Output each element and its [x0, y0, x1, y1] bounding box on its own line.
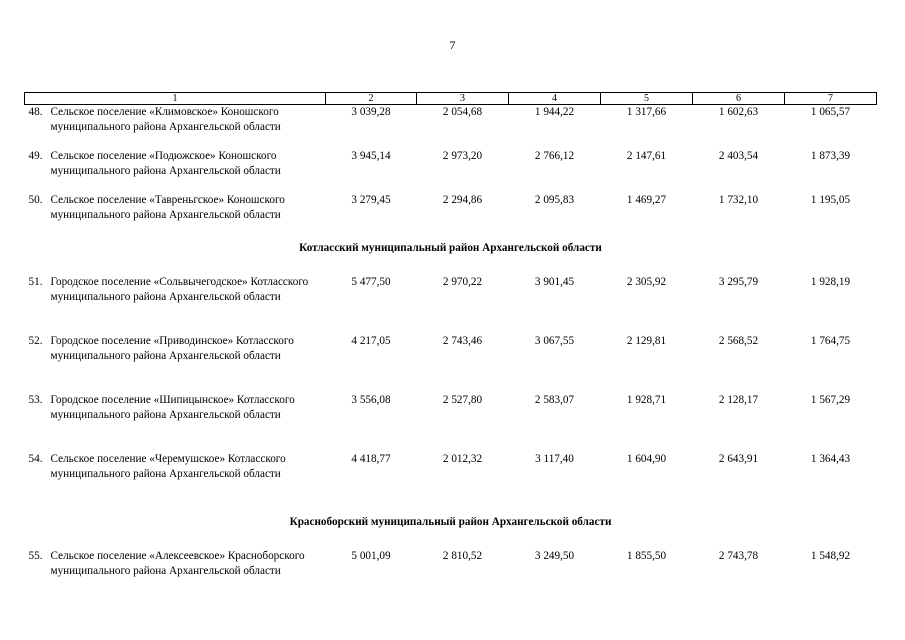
value-cell: 2 012,32	[442, 453, 483, 465]
value-cell: 2 527,80	[442, 394, 483, 406]
value-cell: 2 403,54	[718, 150, 759, 162]
value-cell: 2 054,68	[442, 106, 483, 118]
settlement-cell	[25, 275, 326, 334]
value-cell: 5 001,09	[351, 550, 391, 562]
section-heading-row	[25, 511, 877, 549]
value-cell: 2 743,78	[718, 550, 759, 562]
column-header: 3	[417, 93, 509, 105]
value-cell: 1 364,43	[810, 453, 851, 465]
row-number: 53.	[28, 394, 43, 406]
value-cell: 3 945,14	[351, 150, 391, 162]
table-body	[25, 105, 877, 609]
value-cell: 2 147,61	[626, 150, 667, 162]
value-cell: 5 477,50	[351, 276, 391, 288]
row-number: 48.	[28, 106, 43, 118]
value-cell: 1 548,92	[810, 550, 851, 562]
value-cell: 2 973,20	[442, 150, 483, 162]
value-cell: 1 604,90	[626, 453, 667, 465]
settlement-name: Городское поселение «Сольвычегодское» Котласского муниципального района Архангельской области	[50, 276, 309, 303]
column-header: 4	[509, 93, 601, 105]
settlement-cell	[25, 393, 326, 452]
value-cell: 3 556,08	[351, 394, 391, 406]
section-heading: Красноборский муниципальный район Архангельской области	[289, 516, 612, 528]
settlement-entry	[29, 275, 326, 304]
value-cell: 2 810,52	[442, 550, 483, 562]
value-cell: 1 567,29	[810, 394, 851, 406]
row-number: 52.	[28, 335, 43, 347]
value-cell: 3 295,79	[718, 276, 759, 288]
value-cell: 2 970,22	[442, 276, 483, 288]
value-cell: 3 067,55	[534, 335, 575, 347]
value-cell: 2 095,83	[534, 194, 575, 206]
value-cell: 1 928,71	[626, 394, 667, 406]
value-cell: 1 195,05	[810, 194, 851, 206]
value-cell: 2 743,46	[442, 335, 483, 347]
settlement-name: Сельское поселение «Тавреньгское» Коношского муниципального района Архангельской области	[50, 194, 285, 221]
value-cell: 1 873,39	[810, 150, 851, 162]
value-cell: 3 249,50	[534, 550, 575, 562]
settlement-cell	[25, 452, 326, 511]
table-row	[25, 275, 877, 334]
value-cell: 2 766,12	[534, 150, 575, 162]
value-cell: 2 294,86	[442, 194, 483, 206]
value-cell: 4 418,77	[351, 453, 391, 465]
row-number: 55.	[28, 550, 43, 562]
value-cell: 1 317,66	[626, 106, 667, 118]
value-cell: 3 279,45	[351, 194, 391, 206]
value-cell: 2 583,07	[534, 394, 575, 406]
value-cell: 1 855,50	[626, 550, 667, 562]
column-header: 2	[326, 93, 417, 105]
row-number: 54.	[28, 453, 43, 465]
settlement-name: Сельское поселение «Черемушское» Котласского муниципального района Архангельской области	[50, 453, 286, 480]
table-row	[25, 452, 877, 511]
settlement-entry	[29, 149, 326, 178]
settlement-name: Сельское поселение «Подюжское» Коношского муниципального района Архангельской области	[50, 150, 281, 177]
table-row	[25, 393, 877, 452]
section-heading: Котласский муниципальный район Архангельской области	[299, 242, 602, 254]
settlement-entry	[29, 334, 326, 363]
value-cell: 2 128,17	[718, 394, 759, 406]
value-cell: 3 901,45	[534, 276, 575, 288]
table-row	[25, 149, 877, 193]
value-cell: 1 764,75	[810, 335, 851, 347]
settlement-cell	[25, 193, 326, 237]
settlement-entry	[29, 193, 326, 222]
value-cell: 2 568,52	[718, 335, 759, 347]
row-number: 49.	[28, 150, 43, 162]
settlement-cell	[25, 149, 326, 193]
value-cell: 3 117,40	[535, 453, 574, 465]
value-cell: 1 602,63	[718, 106, 759, 118]
value-cell: 1 944,22	[534, 106, 575, 118]
value-cell: 1 732,10	[718, 194, 759, 206]
settlement-cell	[25, 105, 326, 150]
value-cell: 1 928,19	[810, 276, 851, 288]
settlement-cell	[25, 334, 326, 393]
column-header: 7	[785, 93, 877, 105]
settlement-cell	[25, 549, 326, 608]
table-row	[25, 193, 877, 237]
settlement-entry	[29, 393, 326, 422]
settlement-name: Сельское поселение «Климовское» Коношского муниципального района Архангельской области	[50, 106, 281, 133]
table-row	[25, 105, 877, 150]
value-cell: 1 469,27	[626, 194, 667, 206]
value-cell: 1 065,57	[810, 106, 851, 118]
data-table	[24, 92, 877, 608]
settlement-name: Городское поселение «Приводинское» Котласского муниципального района Архангельской области	[50, 335, 294, 362]
value-cell: 2 129,81	[626, 335, 667, 347]
value-cell: 3 039,28	[351, 106, 391, 118]
settlement-entry	[29, 549, 326, 578]
settlement-name: Сельское поселение «Алексеевское» Красноборского муниципального района Архангельской области	[50, 550, 305, 577]
table-row	[25, 334, 877, 393]
section-heading-row	[25, 237, 877, 275]
row-number: 51.	[28, 276, 43, 288]
row-number: 50.	[28, 194, 43, 206]
value-cell: 2 643,91	[718, 453, 759, 465]
settlement-name: Городское поселение «Шипицынское» Котласского муниципального района Архангельской области	[50, 394, 295, 421]
column-header: 6	[693, 93, 785, 105]
table-row	[25, 549, 877, 608]
settlement-entry	[29, 452, 326, 481]
column-header: 5	[601, 93, 693, 105]
page-number: 7	[449, 38, 456, 52]
value-cell: 4 217,05	[351, 335, 391, 347]
value-cell: 2 305,92	[626, 276, 667, 288]
settlement-entry	[29, 105, 326, 134]
header-row	[25, 93, 877, 105]
column-header: 1	[25, 93, 326, 105]
